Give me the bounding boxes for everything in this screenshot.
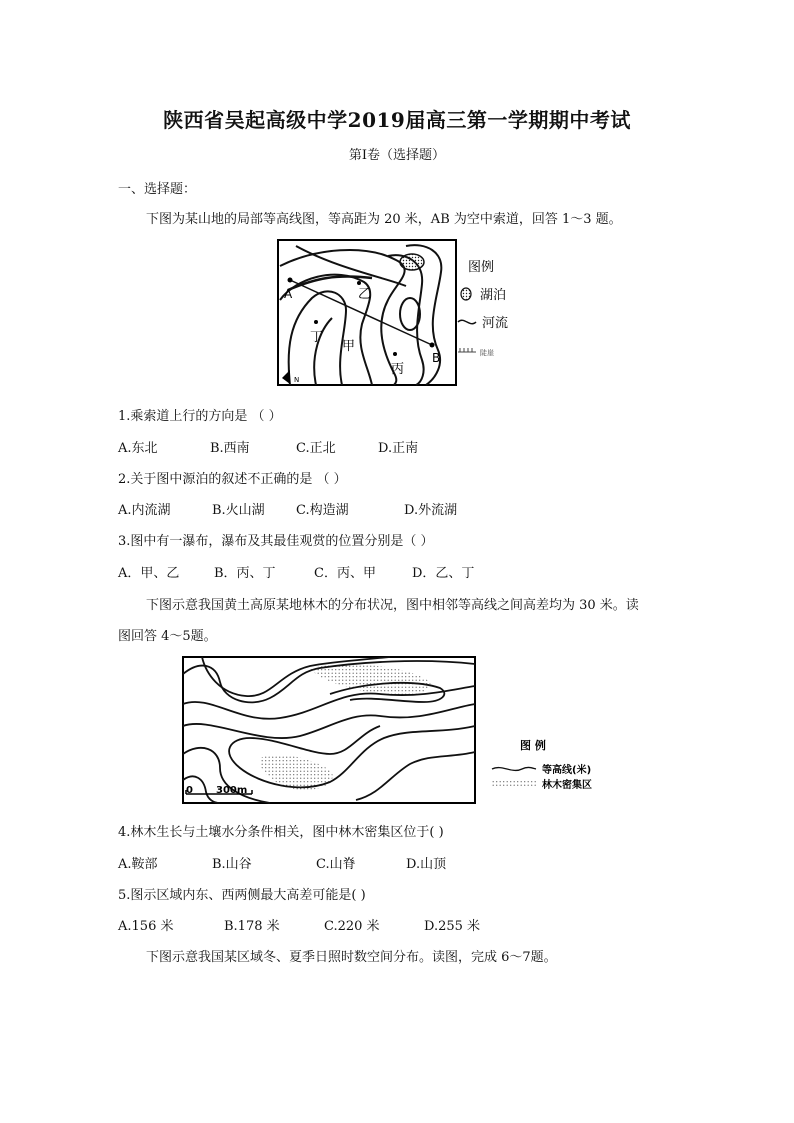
intro-text-2-line2: 图回答 4～5题。 — [118, 629, 217, 644]
label-yi: 乙 — [358, 287, 372, 302]
scale-zero-label: 0 — [186, 785, 193, 796]
question-3-option-d: D．乙、丁 — [412, 566, 475, 581]
intro-text-1: 下图为某山地的局部等高线图，等高距为 20 米，AB 为空中索道，回答 1～3 题。 — [146, 212, 622, 227]
point-b-marker — [430, 343, 435, 348]
legend-forest-icon — [492, 780, 536, 788]
legend-forest-label: 林木密集区 — [542, 780, 592, 791]
question-4-option-c: C.山脊 — [316, 857, 356, 872]
page-subtitle: 第Ⅰ卷（选择题） — [348, 148, 446, 163]
contour-map-1 — [276, 238, 536, 388]
legend-cliff-label: 陡崖 — [480, 349, 494, 357]
question-5-option-b: B.178 米 — [224, 919, 280, 934]
page-title: 陕西省吴起高级中学2019届高三第一学期期中考试 — [163, 108, 631, 132]
question-4-stem: 4.林木生长与土壤水分条件相关，图中林木密集区位于( ) — [118, 825, 444, 840]
legend-lake-icon — [461, 288, 471, 300]
question-2-option-d: D.外流湖 — [404, 503, 458, 518]
question-2-stem: 2.关于图中源泊的叙述不正确的是 （ ） — [118, 472, 347, 487]
lake-icon — [400, 254, 424, 270]
question-1-option-a: A.东北 — [118, 441, 158, 456]
question-3-option-b: B．丙、丁 — [214, 566, 276, 581]
question-2-option-b: B.火山湖 — [212, 503, 265, 518]
question-5-option-d: D.255 米 — [424, 919, 481, 934]
question-4-option-b: B.山谷 — [212, 857, 252, 872]
question-5-stem: 5.图示区域内东、西两侧最大高差可能是( ) — [118, 888, 366, 903]
scale-value-label: 300m — [216, 785, 248, 796]
label-b: B — [432, 351, 441, 365]
question-1-option-d: D.正南 — [378, 441, 419, 456]
label-jia: 甲 — [342, 339, 356, 354]
legend-river-icon — [458, 320, 476, 323]
svg-text:N: N — [294, 376, 300, 384]
question-4-option-d: D.山顶 — [406, 857, 447, 872]
legend-cliff-icon — [458, 348, 476, 352]
scale-bar — [186, 785, 252, 796]
legend-contour-icon — [492, 767, 536, 770]
question-5-option-c: C.220 米 — [324, 919, 380, 934]
intro-text-3: 下图示意我国某区域冬、夏季日照时数空间分布。读图，完成 6～7题。 — [146, 950, 557, 965]
question-5-option-a: A.156 米 — [118, 919, 174, 934]
question-2-option-c: C.构造湖 — [296, 503, 349, 518]
section-heading: 一、选择题： — [118, 182, 197, 197]
point-a-marker — [288, 278, 293, 283]
label-bing: 丙 — [391, 362, 405, 377]
legend-river-label: 河流 — [482, 316, 509, 331]
forest-area-north — [310, 664, 430, 696]
question-1-stem: 1.乘索道上行的方向是 （ ） — [118, 409, 282, 424]
question-2-option-a: A.内流湖 — [118, 503, 171, 518]
legend-contour-label: 等高线(米) — [542, 765, 592, 776]
question-4-option-a: A.鞍部 — [118, 857, 158, 872]
intro-text-2-line1: 下图示意我国黄土高原某地林木的分布状况，图中相邻等高线之间高差均为 30 米。读 — [146, 598, 639, 613]
question-3-option-a: A．甲、乙 — [118, 566, 180, 581]
map2-legend-title: 图 例 — [520, 739, 546, 752]
map1-legend-title: 图例 — [468, 260, 495, 275]
contour-map-2 — [180, 654, 630, 806]
question-3-stem: 3.图中有一瀑布，瀑布及其最佳观赏的位置分别是（ ） — [118, 534, 434, 549]
question-1-option-c: C.正北 — [296, 441, 336, 456]
question-3-option-c: C．丙、甲 — [314, 566, 376, 581]
label-a: A — [284, 287, 293, 301]
legend-lake-label: 湖泊 — [480, 288, 507, 303]
question-1-option-b: B.西南 — [210, 441, 250, 456]
label-ding: 丁 — [310, 330, 324, 345]
